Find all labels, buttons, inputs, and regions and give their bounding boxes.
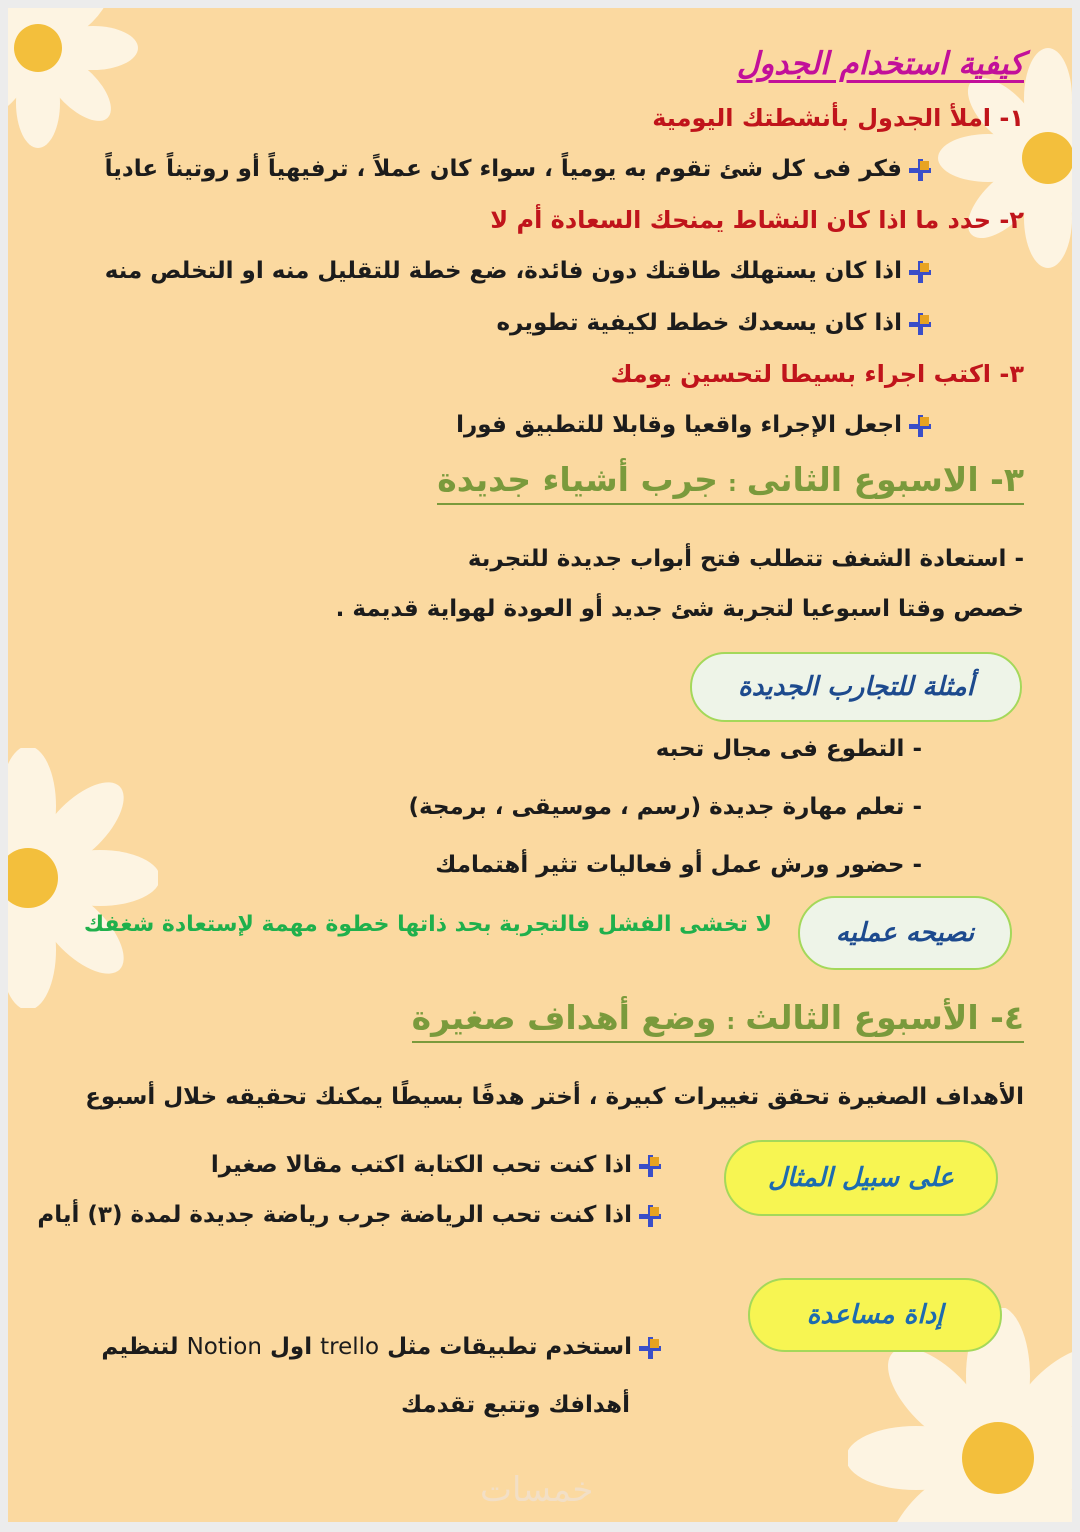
step-1-bullet-1 [105,156,932,182]
tool-name-notion: Notion [186,1334,262,1360]
heading-separator: : [727,472,737,497]
tool-text-or: اول [269,1334,313,1360]
examples-badge: أمثلة للتجارب الجديدة [690,652,1022,722]
plus-bullet-icon [908,414,932,438]
bullet-text: فكر فى كل شئ تقوم به يومياً ، سواء كان عملاً ، ترفيهياً أو روتيناً عادياً [104,156,902,182]
example-item-1: - التطوع فى مجال تحبه [655,736,922,762]
page-title: كيفية استخدام الجدول [736,46,1024,82]
tool-text-1: استخدم تطبيقات مثل [387,1334,632,1360]
week-2-topic: جرب أشياء جديدة [437,460,718,499]
document-page [8,8,1072,1522]
week-4-heading [412,998,1024,1043]
plus-bullet-icon [908,260,932,284]
example-item-3: - حضور ورش عمل أو فعاليات تثير أهتمامك [435,852,922,878]
heading-separator: : [726,1010,736,1035]
step-3-bullet-1 [456,412,932,438]
week-4-bullet-2 [37,1202,662,1228]
plus-bullet-icon [908,312,932,336]
plus-bullet-icon [638,1204,662,1228]
step-2-bullet-2 [496,310,932,336]
bullet-text: اذا كان يسعدك خطط لكيفية تطويره [496,310,902,336]
bullet-text: اذا كان يستهلك طاقتك دون فائدة، ضع خطة للتقليل منه او التخلص منه [104,258,902,284]
week-2-heading [437,460,1024,505]
bullet-text: اذا كنت تحب الرياضة جرب رياضة جديدة لمدة (٣) أيام [37,1202,632,1228]
step-3-heading: ٣- اكتب اجراء بسيطا لتحسين يومك [610,360,1024,388]
tool-line-1 [101,1334,662,1360]
bullet-text: اجعل الإجراء واقعيا وقابلا للتطبيق فورا [456,412,902,438]
tool-badge: إداة مساعدة [748,1278,1002,1352]
week-4-bullet-1 [211,1152,662,1178]
step-2-heading: ٢- حدد ما اذا كان النشاط يمنحك السعادة أم لا [490,206,1024,234]
flower-top-left-decoration [8,8,138,148]
week-2-label: ٣- الاسبوع الثانى [746,460,1024,499]
tool-line-2: أهدافك وتتبع تقدمك [400,1392,630,1418]
plus-bullet-icon [908,158,932,182]
step-2-bullet-1 [105,258,932,284]
week-4-label: ٤- الأسبوع الثالث [745,998,1024,1037]
flower-middle-left-decoration [8,748,158,1008]
plus-bullet-icon [638,1336,662,1360]
example-badge: على سبيل المثال [724,1140,998,1216]
example-item-2: - تعلم مهارة جديدة (رسم ، موسيقى ، برمجة) [408,794,922,820]
practical-tip-text: لا تخشى الفشل فالتجربة بحد ذاتها خطوة مهمة لإستعادة شغفك [83,912,772,937]
step-1-heading: ١- املأ الجدول بأنشطتك اليومية [652,104,1024,132]
bullet-text: اذا كنت تحب الكتابة اكتب مقالا صغيرا [210,1152,632,1178]
tool-text-2: لتنظيم [101,1334,179,1360]
plus-bullet-icon [638,1154,662,1178]
week-4-topic: وضع أهداف صغيرة [411,998,717,1037]
tool-name-trello: trello [320,1334,380,1360]
week-2-line-1: - استعادة الشغف تتطلب فتح أبواب جديدة للتجربة [467,546,1024,572]
practical-tip-badge: نصيحه عمليه [798,896,1012,970]
watermark-logo: خمسات [480,1470,594,1510]
week-2-line-2: خصص وقتا اسبوعيا لتجربة شئ جديد أو العودة لهواية قديمة . [335,596,1024,622]
week-4-intro: الأهداف الصغيرة تحقق تغييرات كبيرة ، أختر هدفًا بسيطًا يمكنك تحقيقه خلال أسبوع [85,1084,1024,1110]
